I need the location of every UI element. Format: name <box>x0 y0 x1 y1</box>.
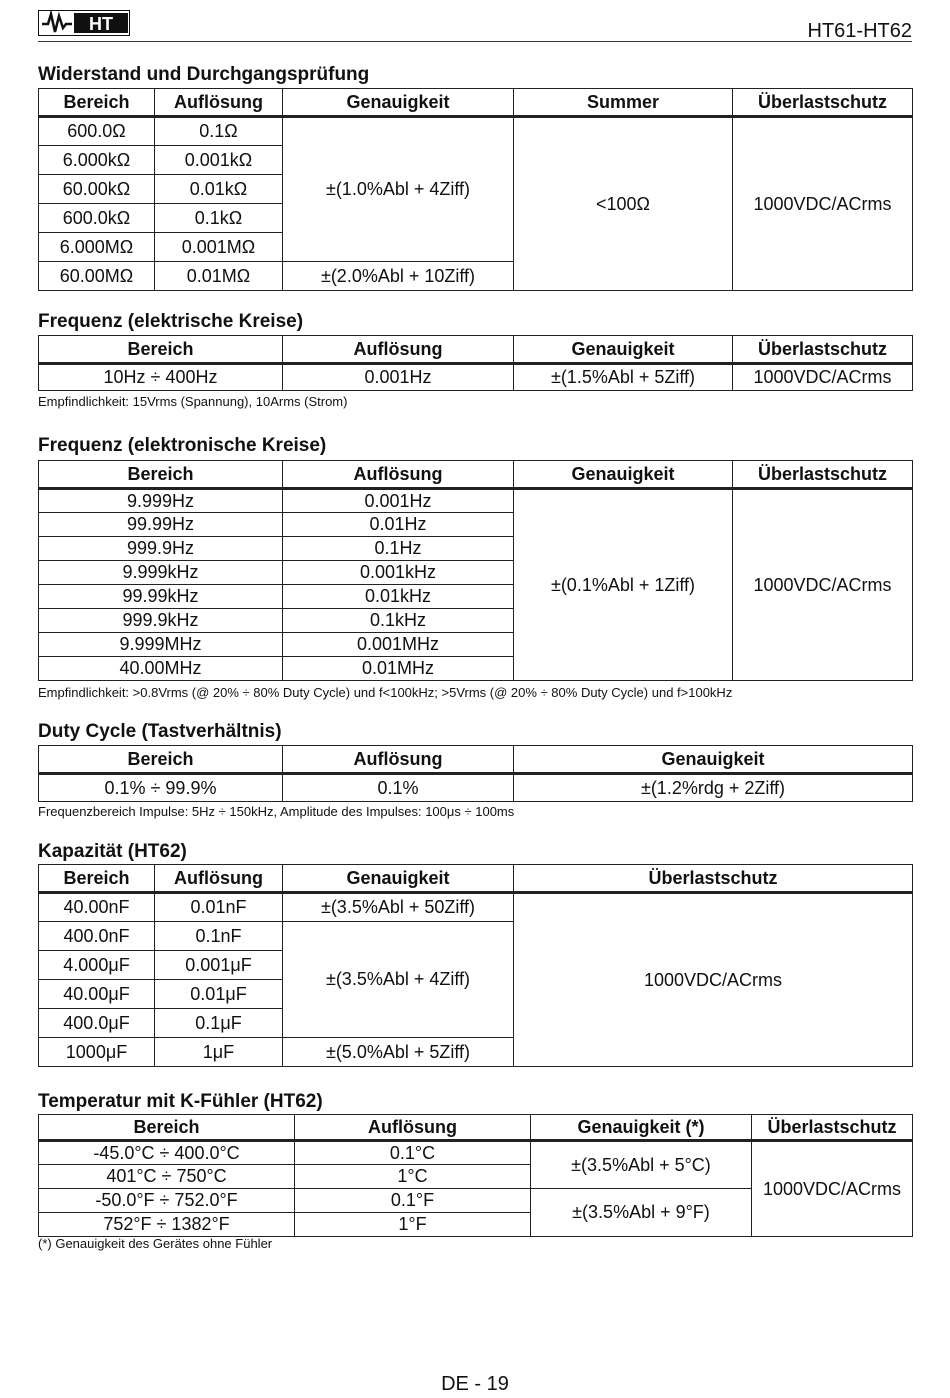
range-cell: 99.99kHz <box>39 585 283 609</box>
col-header: Überlastschutz <box>733 336 913 364</box>
overload-cell: 1000VDC/ACrms <box>733 117 913 291</box>
col-header: Bereich <box>39 746 283 774</box>
duty-table <box>38 745 913 802</box>
ht-logo <box>38 10 130 36</box>
buzzer-cell: <100Ω <box>514 117 733 291</box>
range-cell: 752°F ÷ 1382°F <box>39 1213 295 1237</box>
range-cell: 9.999MHz <box>39 633 283 657</box>
range-cell: 400.0nF <box>39 922 155 951</box>
svg-text:HT: HT <box>89 14 113 34</box>
range-cell: 60.00MΩ <box>39 262 155 291</box>
range-cell: 999.9kHz <box>39 609 283 633</box>
col-header: Genauigkeit <box>514 336 733 364</box>
resolution-cell: 0.1nF <box>155 922 283 951</box>
resolution-cell: 0.01MHz <box>283 657 514 681</box>
resolution-cell: 0.1kHz <box>283 609 514 633</box>
overload-cell: 1000VDC/ACrms <box>733 489 913 681</box>
range-cell: 1000μF <box>39 1038 155 1067</box>
resolution-cell: 0.1Ω <box>155 117 283 146</box>
col-header: Auflösung <box>295 1115 531 1141</box>
range-cell: 401°C ÷ 750°C <box>39 1165 295 1189</box>
range-cell: 400.0μF <box>39 1009 155 1038</box>
resolution-cell: 0.001kHz <box>283 561 514 585</box>
range-cell: 60.00kΩ <box>39 175 155 204</box>
col-header: Überlastschutz <box>752 1115 913 1141</box>
overload-cell: 1000VDC/ACrms <box>514 893 913 1067</box>
range-cell: 40.00MHz <box>39 657 283 681</box>
note-duty: Frequenzbereich Impulse: 5Hz ÷ 150kHz, Amplitude des Impulses: 100μs ÷ 100ms <box>38 804 515 819</box>
page-number: DE - 19 <box>441 1373 509 1395</box>
accuracy-cell: ±(1.2%rdg + 2Ziff) <box>514 774 913 802</box>
range-cell: 999.9Hz <box>39 537 283 561</box>
col-header: Auflösung <box>283 461 514 489</box>
col-header: Bereich <box>39 461 283 489</box>
col-header: Überlastschutz <box>733 89 913 117</box>
freq-electric-table <box>38 335 913 391</box>
section-title-freq-electric: Frequenz (elektrische Kreise) <box>38 311 304 332</box>
range-cell: -45.0°C ÷ 400.0°C <box>39 1141 295 1165</box>
section-title-resistance: Widerstand und Durchgangsprüfung <box>38 64 370 85</box>
resolution-cell: 0.1μF <box>155 1009 283 1038</box>
col-header: Bereich <box>39 1115 295 1141</box>
range-cell: 99.99Hz <box>39 513 283 537</box>
col-header: Auflösung <box>283 746 514 774</box>
resolution-cell: 1°C <box>295 1165 531 1189</box>
range-cell: 4.000μF <box>39 951 155 980</box>
range-cell: 600.0kΩ <box>39 204 155 233</box>
accuracy-cell: ±(3.5%Abl + 50Ziff) <box>283 893 514 922</box>
range-cell: 9.999kHz <box>39 561 283 585</box>
col-header: Überlastschutz <box>514 865 913 893</box>
resolution-cell: 0.1Hz <box>283 537 514 561</box>
col-header: Bereich <box>39 336 283 364</box>
accuracy-cell: ±(1.0%Abl + 4Ziff) <box>283 117 514 262</box>
resolution-cell: 0.01μF <box>155 980 283 1009</box>
resolution-cell: 0.1% <box>283 774 514 802</box>
accuracy-cell: ±(0.1%Abl + 1Ziff) <box>514 489 733 681</box>
col-header: Genauigkeit <box>514 746 913 774</box>
resolution-cell: 0.001MΩ <box>155 233 283 262</box>
resistance-table <box>38 88 913 291</box>
resolution-cell: 0.001Hz <box>283 364 514 391</box>
section-title-duty: Duty Cycle (Tastverhältnis) <box>38 721 282 742</box>
freq-electronic-table <box>38 460 913 681</box>
range-cell: 9.999Hz <box>39 489 283 513</box>
resolution-cell: 0.001kΩ <box>155 146 283 175</box>
overload-cell: 1000VDC/ACrms <box>752 1141 913 1237</box>
accuracy-cell: ±(3.5%Abl + 4Ziff) <box>283 922 514 1038</box>
resolution-cell: 0.01Hz <box>283 513 514 537</box>
range-cell: 6.000kΩ <box>39 146 155 175</box>
resolution-cell: 0.01nF <box>155 893 283 922</box>
note-freq-electronic: Empfindlichkeit: >0.8Vrms (@ 20% ÷ 80% Duty Cycle) und f<100kHz; >5Vrms (@ 20% ÷ 80% Duty Cycle) und f>100kHz <box>38 685 733 700</box>
range-cell: 40.00μF <box>39 980 155 1009</box>
col-header: Genauigkeit (*) <box>531 1115 752 1141</box>
resolution-cell: 0.1kΩ <box>155 204 283 233</box>
resolution-cell: 0.01kΩ <box>155 175 283 204</box>
resolution-cell: 0.001Hz <box>283 489 514 513</box>
col-header: Summer <box>514 89 733 117</box>
range-cell: 10Hz ÷ 400Hz <box>39 364 283 391</box>
accuracy-cell: ±(5.0%Abl + 5Ziff) <box>283 1038 514 1067</box>
capacity-table <box>38 864 913 1067</box>
section-title-temperature: Temperatur mit K-Fühler (HT62) <box>38 1091 323 1112</box>
col-header: Auflösung <box>155 865 283 893</box>
col-header: Genauigkeit <box>283 865 514 893</box>
col-header: Überlastschutz <box>733 461 913 489</box>
range-cell: -50.0°F ÷ 752.0°F <box>39 1189 295 1213</box>
section-title-freq-electronic: Frequenz (elektronische Kreise) <box>38 435 327 456</box>
range-cell: 40.00nF <box>39 893 155 922</box>
temperature-table <box>38 1114 913 1237</box>
resolution-cell: 0.1°F <box>295 1189 531 1213</box>
resolution-cell: 0.001MHz <box>283 633 514 657</box>
col-header: Auflösung <box>283 336 514 364</box>
col-header: Bereich <box>39 865 155 893</box>
range-cell: 600.0Ω <box>39 117 155 146</box>
resolution-cell: 1μF <box>155 1038 283 1067</box>
page-header <box>38 8 912 42</box>
accuracy-cell: ±(3.5%Abl + 5°C) <box>531 1141 752 1189</box>
resolution-cell: 0.001μF <box>155 951 283 980</box>
range-cell: 6.000MΩ <box>39 233 155 262</box>
resolution-cell: 1°F <box>295 1213 531 1237</box>
section-title-capacity: Kapazität (HT62) <box>38 841 187 862</box>
range-cell: 0.1% ÷ 99.9% <box>39 774 283 802</box>
col-header: Bereich <box>39 89 155 117</box>
accuracy-cell: ±(1.5%Abl + 5Ziff) <box>514 364 733 391</box>
model-name: HT61-HT62 <box>807 20 912 42</box>
resolution-cell: 0.01kHz <box>283 585 514 609</box>
resolution-cell: 0.1°C <box>295 1141 531 1165</box>
accuracy-cell: ±(3.5%Abl + 9°F) <box>531 1189 752 1237</box>
col-header: Genauigkeit <box>514 461 733 489</box>
col-header: Genauigkeit <box>283 89 514 117</box>
note-temperature: (*) Genauigkeit des Gerätes ohne Fühler <box>38 1236 273 1251</box>
note-freq-electric: Empfindlichkeit: 15Vrms (Spannung), 10Arms (Strom) <box>38 394 348 409</box>
col-header: Auflösung <box>155 89 283 117</box>
accuracy-cell: ±(2.0%Abl + 10Ziff) <box>283 262 514 291</box>
resolution-cell: 0.01MΩ <box>155 262 283 291</box>
overload-cell: 1000VDC/ACrms <box>733 364 913 391</box>
